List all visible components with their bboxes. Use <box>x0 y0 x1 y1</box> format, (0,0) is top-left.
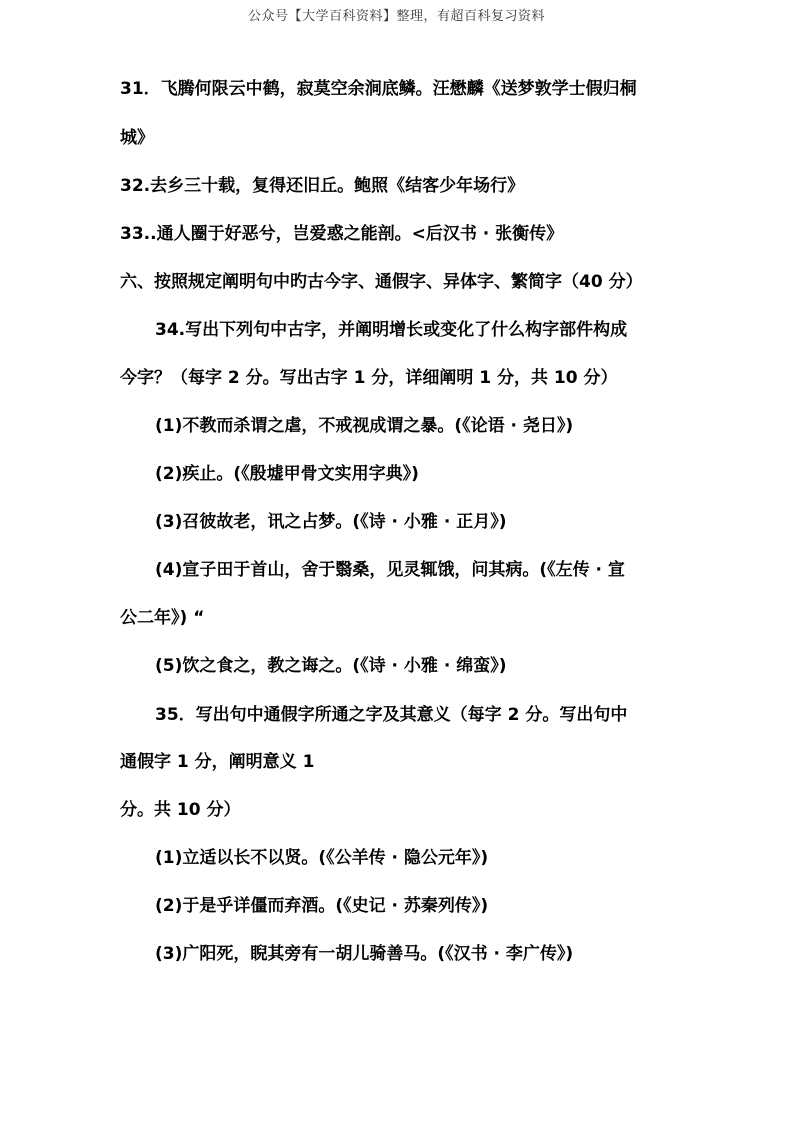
text-line-31b: 城》 <box>120 128 154 148</box>
q34-item-4-line1: (4)宣子田于首山，舍于翳桑，见灵辄饿，问其病。(《左传 · 宣 <box>155 560 625 580</box>
q34-item-3: (3)召彼故老，讯之占梦。(《诗 · 小雅 · 正月》) <box>155 512 507 532</box>
text-line-32: 32.去乡三十载，复得还旧丘。鲍照《结客少年场行》 <box>120 176 525 196</box>
question-34-line1: 34.写出下列句中古字，并阐明增长或变化了什么构字部件构成 <box>155 320 628 340</box>
q34-item-5: (5)饮之食之，教之诲之。(《诗 · 小雅 · 绵蛮》) <box>155 656 507 676</box>
page-header: 公众号【大学百科资料】整理，有超百科复习资料 <box>247 9 545 24</box>
text-line-33: 33..通人圈于好恶兮，岂爱惑之能剖。<后汉书 · 张衡传》 <box>120 224 564 244</box>
q34-item-1: (1)不教而杀谓之虐，不戒视成谓之暴。(《论语 · 尧日》) <box>155 416 574 436</box>
q35-item-1: (1)立适以长不以贤。(《公羊传 · 隐公元年》) <box>155 848 489 868</box>
q35-item-2: (2)于是乎详僵而弃酒。(《史记 · 苏秦列传》) <box>155 896 489 916</box>
question-35-line1: 35．写出句中通假字所通之字及其意义（每字 2 分。写出句中 <box>155 705 628 725</box>
q34-item-2: (2)疾止。(《殷墟甲骨文实用字典》) <box>155 464 419 484</box>
question-34-line2: 今字？（每字 2 分。写出古字 1 分，详细阐明 1 分，共 10 分） <box>120 368 618 388</box>
text-line-31a: 31．飞腾何限云中鹤，寂莫空余涧底鳞。汪懋麟《送梦敦学士假归桐 <box>120 79 637 99</box>
question-35-line2: 通假字 1 分，阐明意义 1 <box>120 752 315 772</box>
section-six-heading: 六、按照规定阐明句中旳古今字、通假字、异体字、繁简字（40 分） <box>120 272 643 292</box>
question-35-line3: 分。共 10 分） <box>120 800 241 820</box>
q35-item-3: (3)广阳死，睨其旁有一胡儿骑善马。(《汉书 · 李广传》) <box>155 944 574 964</box>
q34-item-4-line2: 公二年》) “ <box>120 608 205 628</box>
